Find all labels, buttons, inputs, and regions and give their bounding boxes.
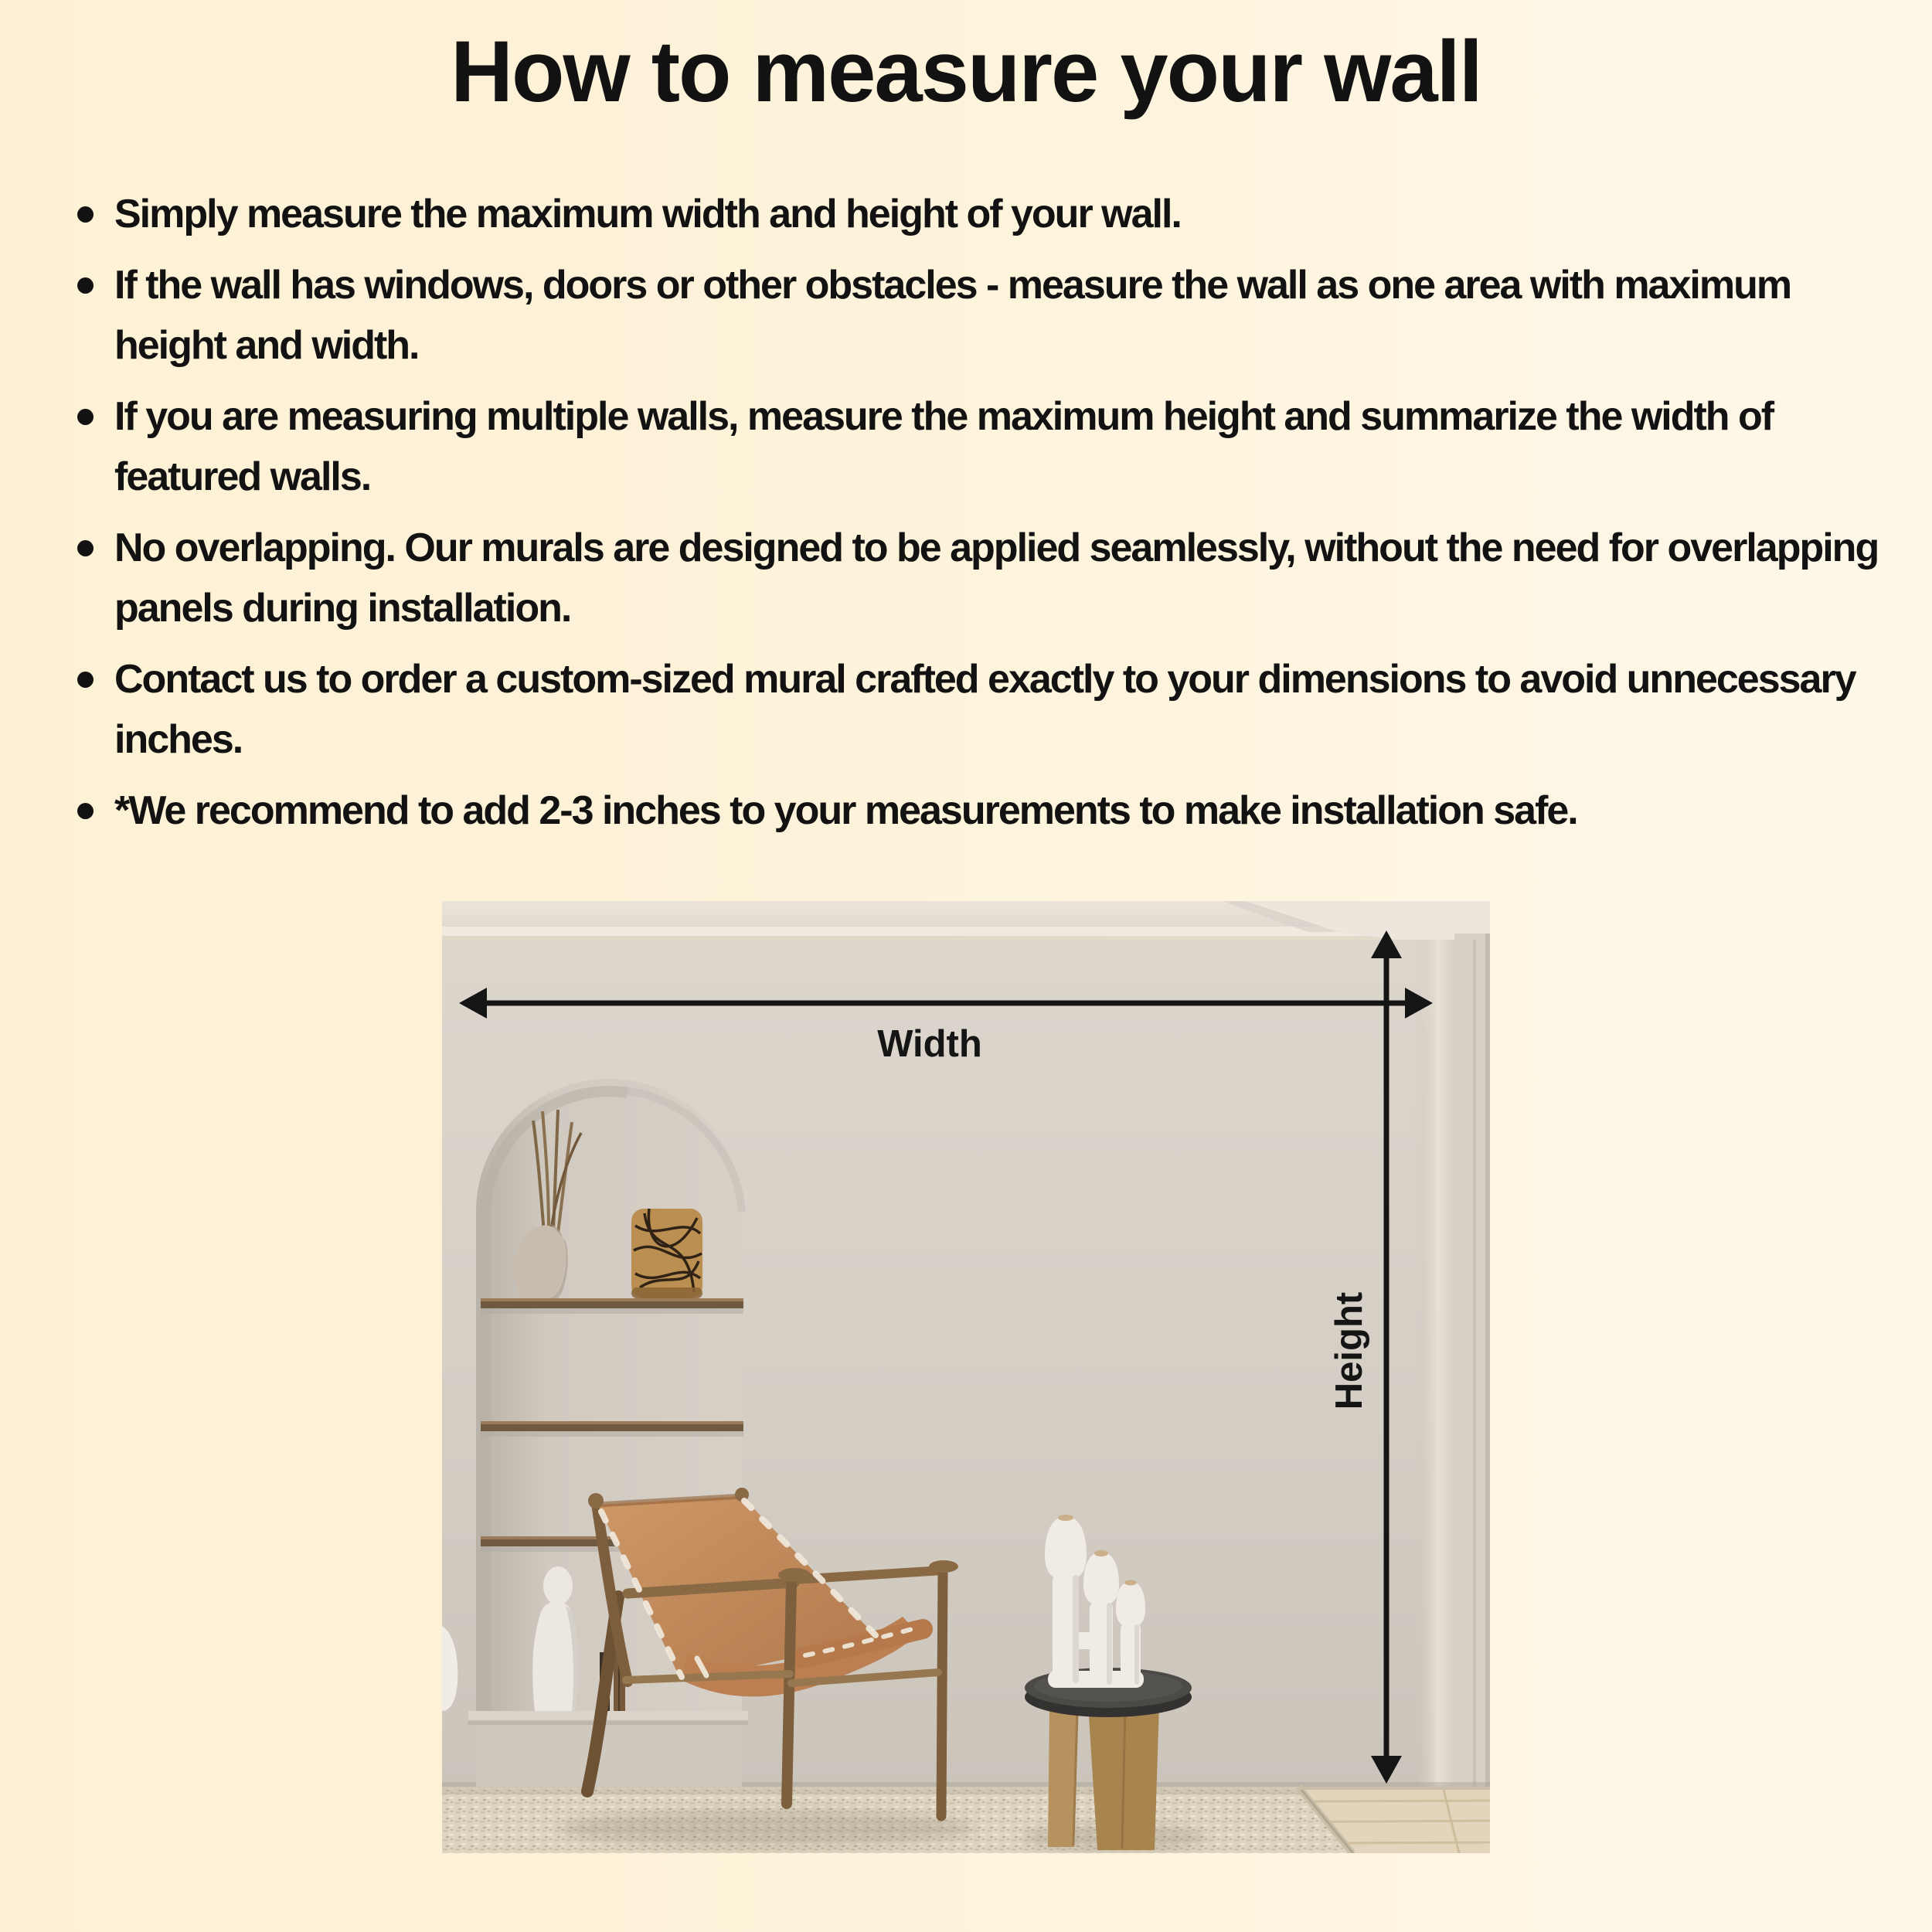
chair-shadow xyxy=(558,1810,975,1847)
woven-vase xyxy=(631,1209,702,1298)
instruction-bullet: If you are measuring multiple walls, measure the maximum height and summarize the width of featured walls. xyxy=(0,386,1892,507)
height-label: Height xyxy=(1328,1291,1370,1410)
side-wall xyxy=(1454,934,1490,1790)
photo-right-edge-shade xyxy=(1485,934,1490,1790)
width-label: Width xyxy=(877,1023,982,1065)
niche-plinth xyxy=(476,1722,742,1787)
shelf xyxy=(481,1298,743,1314)
instruction-bullet: *We recommend to add 2-3 inches to your measurements to make installation safe. xyxy=(0,781,1892,841)
niche-sill xyxy=(468,1711,748,1722)
instruction-bullet: No overlapping. Our murals are designed to be applied seamlessly, without the need for overlapping panels during installation. xyxy=(0,518,1892,638)
wall-seam xyxy=(1473,940,1476,1787)
instruction-bullet: If the wall has windows, doors or other obstacles - measure the wall as one area with maximum height and width. xyxy=(0,255,1892,376)
page-title: How to measure your wall xyxy=(451,23,1481,120)
shelf xyxy=(481,1421,743,1437)
instruction-list xyxy=(0,184,1892,852)
room-photo xyxy=(442,901,1490,1853)
instruction-bullet: Contact us to order a custom-sized mural crafted exactly to your dimensions to avoid unnecessary inches. xyxy=(0,649,1892,770)
instruction-bullet: Simply measure the maximum width and height of your wall. xyxy=(0,184,1892,244)
